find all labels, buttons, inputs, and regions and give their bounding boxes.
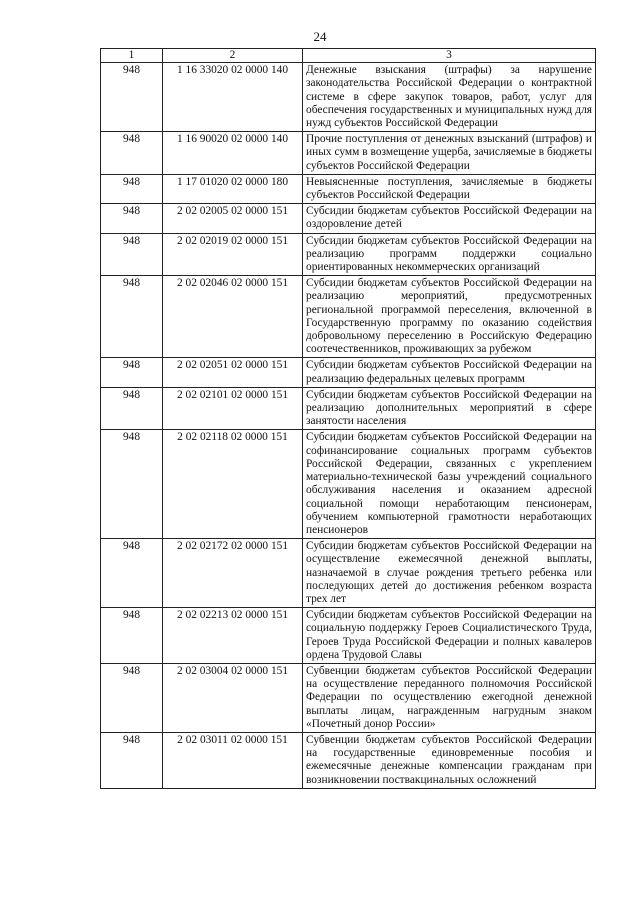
admin-code-cell: 948 xyxy=(101,539,163,608)
table-row xyxy=(101,732,596,788)
revenue-description-cell: Денежные взыскания (штрафы) за нарушение законодательства Российской Федерации о контрактной системе в сфере закупок товаров, работ, услуг для обеспечения государственных и муниципальных нужд для нужд субъектов Российской Федерации xyxy=(303,63,596,132)
admin-code-cell: 948 xyxy=(101,358,163,387)
table-row xyxy=(101,608,596,664)
admin-code-cell: 948 xyxy=(101,387,163,430)
revenue-description-cell: Субсидии бюджетам субъектов Российской Федерации на реализацию мероприятий, предусмотренных региональной программой переселения, включенной в Государственную программу по оказанию содействия добровольному переселению в Российскую Федерацию соотечественников, проживающих за рубежом xyxy=(303,276,596,358)
table-row xyxy=(101,132,596,175)
revenue-description-cell: Субсидии бюджетам субъектов Российской Федерации на социальную поддержку Героев Социалистического Труда, Героев Труда Российской Федерации и полных кавалеров ордена Трудовой Славы xyxy=(303,608,596,664)
budget-classification-code-cell: 2 02 02213 02 0000 151 xyxy=(163,608,303,664)
budget-classification-code-cell: 1 16 33020 02 0000 140 xyxy=(163,63,303,132)
admin-code-cell: 948 xyxy=(101,608,163,664)
budget-classification-code-cell: 2 02 02051 02 0000 151 xyxy=(163,358,303,387)
admin-code-cell: 948 xyxy=(101,233,163,276)
table-row xyxy=(101,276,596,358)
revenue-description-cell: Субсидии бюджетам субъектов Российской Федерации на реализацию программ поддержки социально ориентированных некоммерческих организаций xyxy=(303,233,596,276)
table-row xyxy=(101,430,596,539)
budget-classification-code-cell: 1 17 01020 02 0000 180 xyxy=(163,174,303,203)
budget-classification-code-cell: 2 02 03011 02 0000 151 xyxy=(163,732,303,788)
table-row xyxy=(101,174,596,203)
table-row xyxy=(101,358,596,387)
table-row xyxy=(101,663,596,732)
budget-classification-code-cell: 2 02 02172 02 0000 151 xyxy=(163,539,303,608)
admin-code-cell: 948 xyxy=(101,174,163,203)
page-number: 24 xyxy=(313,29,327,44)
table-header-row xyxy=(101,49,596,63)
revenue-description-cell: Субсидии бюджетам субъектов Российской Федерации на реализацию дополнительных мероприятий в сфере занятости населения xyxy=(303,387,596,430)
budget-classification-code-cell: 2 02 02005 02 0000 151 xyxy=(163,204,303,233)
revenue-description-cell: Субсидии бюджетам субъектов Российской Федерации на софинансирование социальных программ субъектов Российской Федерации, связанных с укреплением материально-технической базы учреждений социального обслуживания населения и оказанием адресной социальной помощи неработающим пенсионерам, обучением компьютерной грамотности неработающих пенсионеров xyxy=(303,430,596,539)
column-header-3: 3 xyxy=(303,49,596,63)
table-row xyxy=(101,387,596,430)
revenue-description-cell: Субсидии бюджетам субъектов Российской Федерации на осуществление ежемесячной денежной выплаты, назначаемой в случае рождения третьего ребенка или последующих детей до достижения ребенком возраста трех лет xyxy=(303,539,596,608)
table-row xyxy=(101,204,596,233)
table-body xyxy=(101,63,596,789)
revenue-description-cell: Прочие поступления от денежных взысканий (штрафов) и иных сумм в возмещение ущерба, зачисляемые в бюджеты субъектов Российской Федерации xyxy=(303,132,596,175)
table-row xyxy=(101,63,596,132)
budget-classification-code-cell: 2 02 02046 02 0000 151 xyxy=(163,276,303,358)
revenue-codes-table xyxy=(100,48,596,789)
revenue-description-cell: Субсидии бюджетам субъектов Российской Федерации на оздоровление детей xyxy=(303,204,596,233)
budget-classification-code-cell: 2 02 02101 02 0000 151 xyxy=(163,387,303,430)
budget-classification-code-cell: 2 02 03004 02 0000 151 xyxy=(163,663,303,732)
revenue-description-cell: Субвенции бюджетам субъектов Российской Федерации на государственные единовременные пособия и ежемесячные денежные компенсации гражданам при возникновении поствакцинальных осложнений xyxy=(303,732,596,788)
admin-code-cell: 948 xyxy=(101,732,163,788)
column-header-2: 2 xyxy=(163,49,303,63)
admin-code-cell: 948 xyxy=(101,430,163,539)
revenue-description-cell: Невыясненные поступления, зачисляемые в бюджеты субъектов Российской Федерации xyxy=(303,174,596,203)
admin-code-cell: 948 xyxy=(101,276,163,358)
column-header-1: 1 xyxy=(101,49,163,63)
revenue-description-cell: Субсидии бюджетам субъектов Российской Федерации на реализацию федеральных целевых программ xyxy=(303,358,596,387)
budget-classification-code-cell: 2 02 02019 02 0000 151 xyxy=(163,233,303,276)
admin-code-cell: 948 xyxy=(101,63,163,132)
table-row xyxy=(101,233,596,276)
budget-classification-code-cell: 1 16 90020 02 0000 140 xyxy=(163,132,303,175)
admin-code-cell: 948 xyxy=(101,132,163,175)
revenue-description-cell: Субвенции бюджетам субъектов Российской Федерации на осуществление переданного полномочия Российской Федерации по осуществлению ежегодной денежной выплаты лицам, награжденным нагрудным знаком «Почетный донор России» xyxy=(303,663,596,732)
admin-code-cell: 948 xyxy=(101,204,163,233)
admin-code-cell: 948 xyxy=(101,663,163,732)
table-row xyxy=(101,539,596,608)
budget-classification-code-cell: 2 02 02118 02 0000 151 xyxy=(163,430,303,539)
